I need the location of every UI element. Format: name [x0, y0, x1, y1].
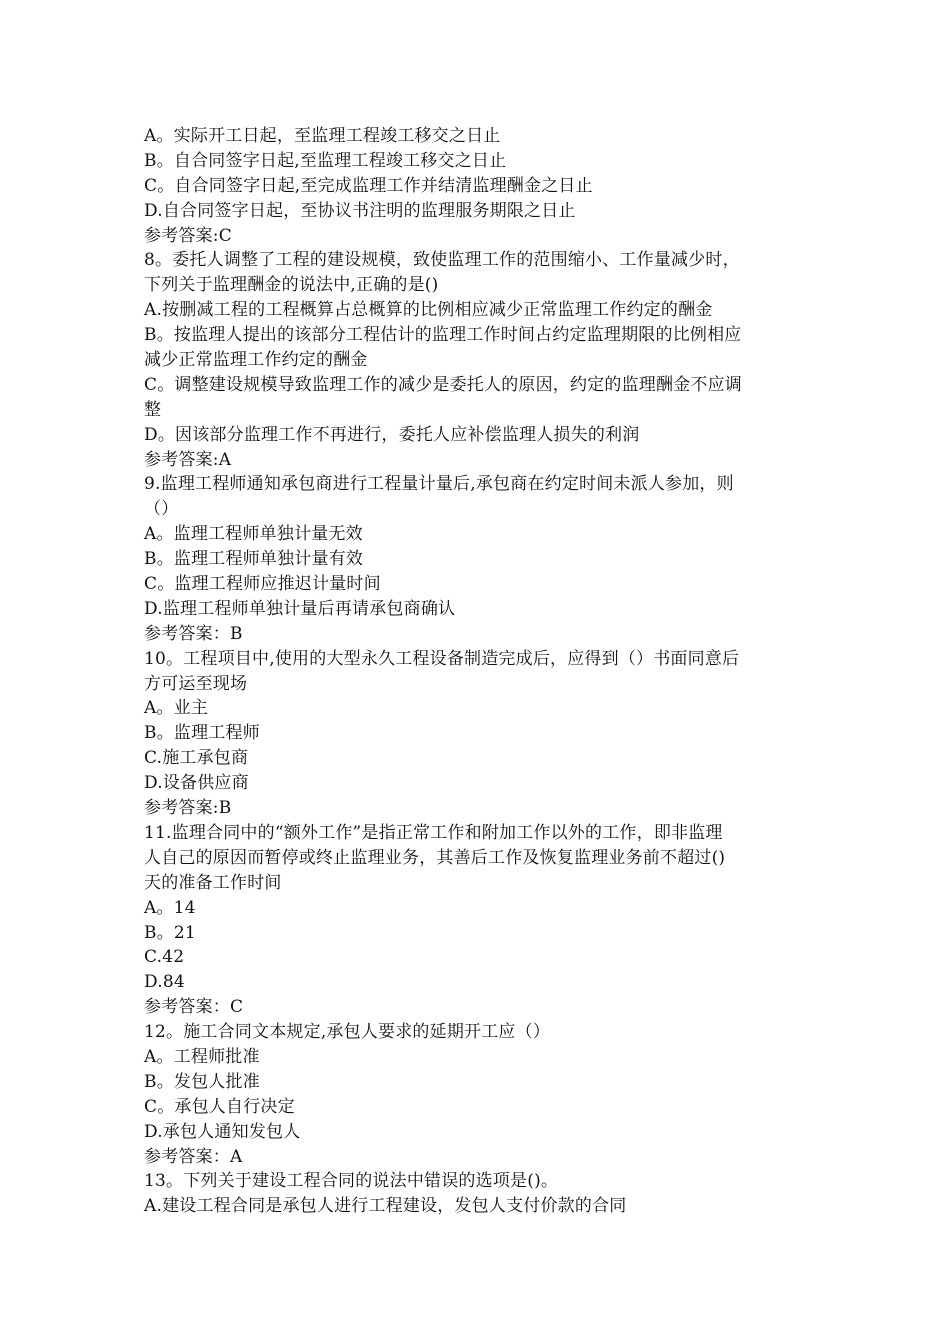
answer-line: 参考答案:B — [144, 798, 232, 819]
option-line: D。因该部分监理工作不再进行，委托人应补偿监理人损失的利润 — [144, 424, 640, 445]
option-line: A。监理工程师单独计量无效 — [144, 524, 363, 545]
option-line: B。自合同签字日起,至监理工程竣工移交之日止 — [144, 150, 507, 171]
option-line: A。实际开工日起，至监理工程竣工移交之日止 — [144, 126, 501, 146]
option-line: A。工程师批准 — [144, 1046, 260, 1067]
option-line: B。监理工程师单独计量有效 — [144, 549, 364, 570]
answer-line: 参考答案：A — [144, 1146, 243, 1167]
question-line: 11.监理合同中的“额外工作”是指正常工作和附加工作以外的工作，即非监理 — [144, 822, 723, 843]
question-line: 12。施工合同文本规定,承包人要求的延期开工应（） — [144, 1022, 551, 1043]
option-line: D.承包人通知发包人 — [144, 1121, 301, 1142]
question-line: 下列关于监理酬金的说法中,正确的是() — [144, 275, 439, 296]
option-line: B。按监理人提出的该部分工程估计的监理工作时间占约定监理期限的比例相应 — [144, 325, 742, 346]
answer-line: 参考答案：B — [144, 623, 243, 644]
option-line: C.施工承包商 — [144, 748, 249, 769]
option-line: 整 — [144, 399, 162, 420]
option-line: 减少正常监理工作约定的酬金 — [144, 350, 368, 371]
question-line: 10。工程项目中,使用的大型永久工程设备制造完成后，应得到（）书面同意后 — [144, 648, 740, 669]
question-line: 天的准备工作时间 — [144, 872, 282, 893]
option-line: C.42 — [144, 947, 185, 968]
option-line: B。监理工程师 — [144, 723, 260, 744]
option-line: D.84 — [144, 972, 185, 993]
answer-line: 参考答案:A — [144, 449, 232, 470]
option-line: A.建设工程合同是承包人进行工程建设，发包人支付价款的合同 — [144, 1196, 627, 1217]
option-line: D.设备供应商 — [144, 773, 249, 794]
question-line: 方可运至现场 — [144, 673, 248, 694]
document-body — [144, 124, 814, 1219]
question-line: 人自己的原因而暂停或终止监理业务，其善后工作及恢复监理业务前不超过() — [144, 847, 726, 868]
option-line: C。调整建设规模导致监理工作的减少是委托人的原因，约定的监理酬金不应调 — [144, 374, 743, 395]
option-line: D.监理工程师单独计量后再请承包商确认 — [144, 598, 456, 619]
option-line: C。承包人自行决定 — [144, 1096, 295, 1117]
option-line: C。自合同签字日起,至完成监理工作并结清监理酬金之日止 — [144, 175, 593, 196]
answer-line: 参考答案：C — [144, 997, 244, 1018]
option-line: B。21 — [144, 922, 196, 943]
question-line: 13。下列关于建设工程合同的说法中错误的选项是()。 — [144, 1171, 559, 1192]
question-line: 8。委托人调整了工程的建设规模，致使监理工作的范围缩小、工作量减少时， — [144, 250, 740, 271]
answer-line: 参考答案:C — [144, 225, 232, 246]
question-line: （） — [144, 499, 179, 520]
option-line: A.按删减工程的工程概算占总概算的比例相应减少正常监理工作约定的酬金 — [144, 300, 713, 321]
option-line: B。发包人批准 — [144, 1071, 260, 1092]
option-line: D.自合同签字日起，至协议书注明的监理服务期限之日止 — [144, 200, 576, 221]
option-line: A。14 — [144, 897, 196, 918]
option-line: C。监理工程师应推迟计量时间 — [144, 574, 381, 595]
question-line: 9.监理工程师通知承包商进行工程量计量后,承包商在约定时间未派人参加，则 — [144, 474, 734, 495]
option-line: A。业主 — [144, 698, 209, 719]
